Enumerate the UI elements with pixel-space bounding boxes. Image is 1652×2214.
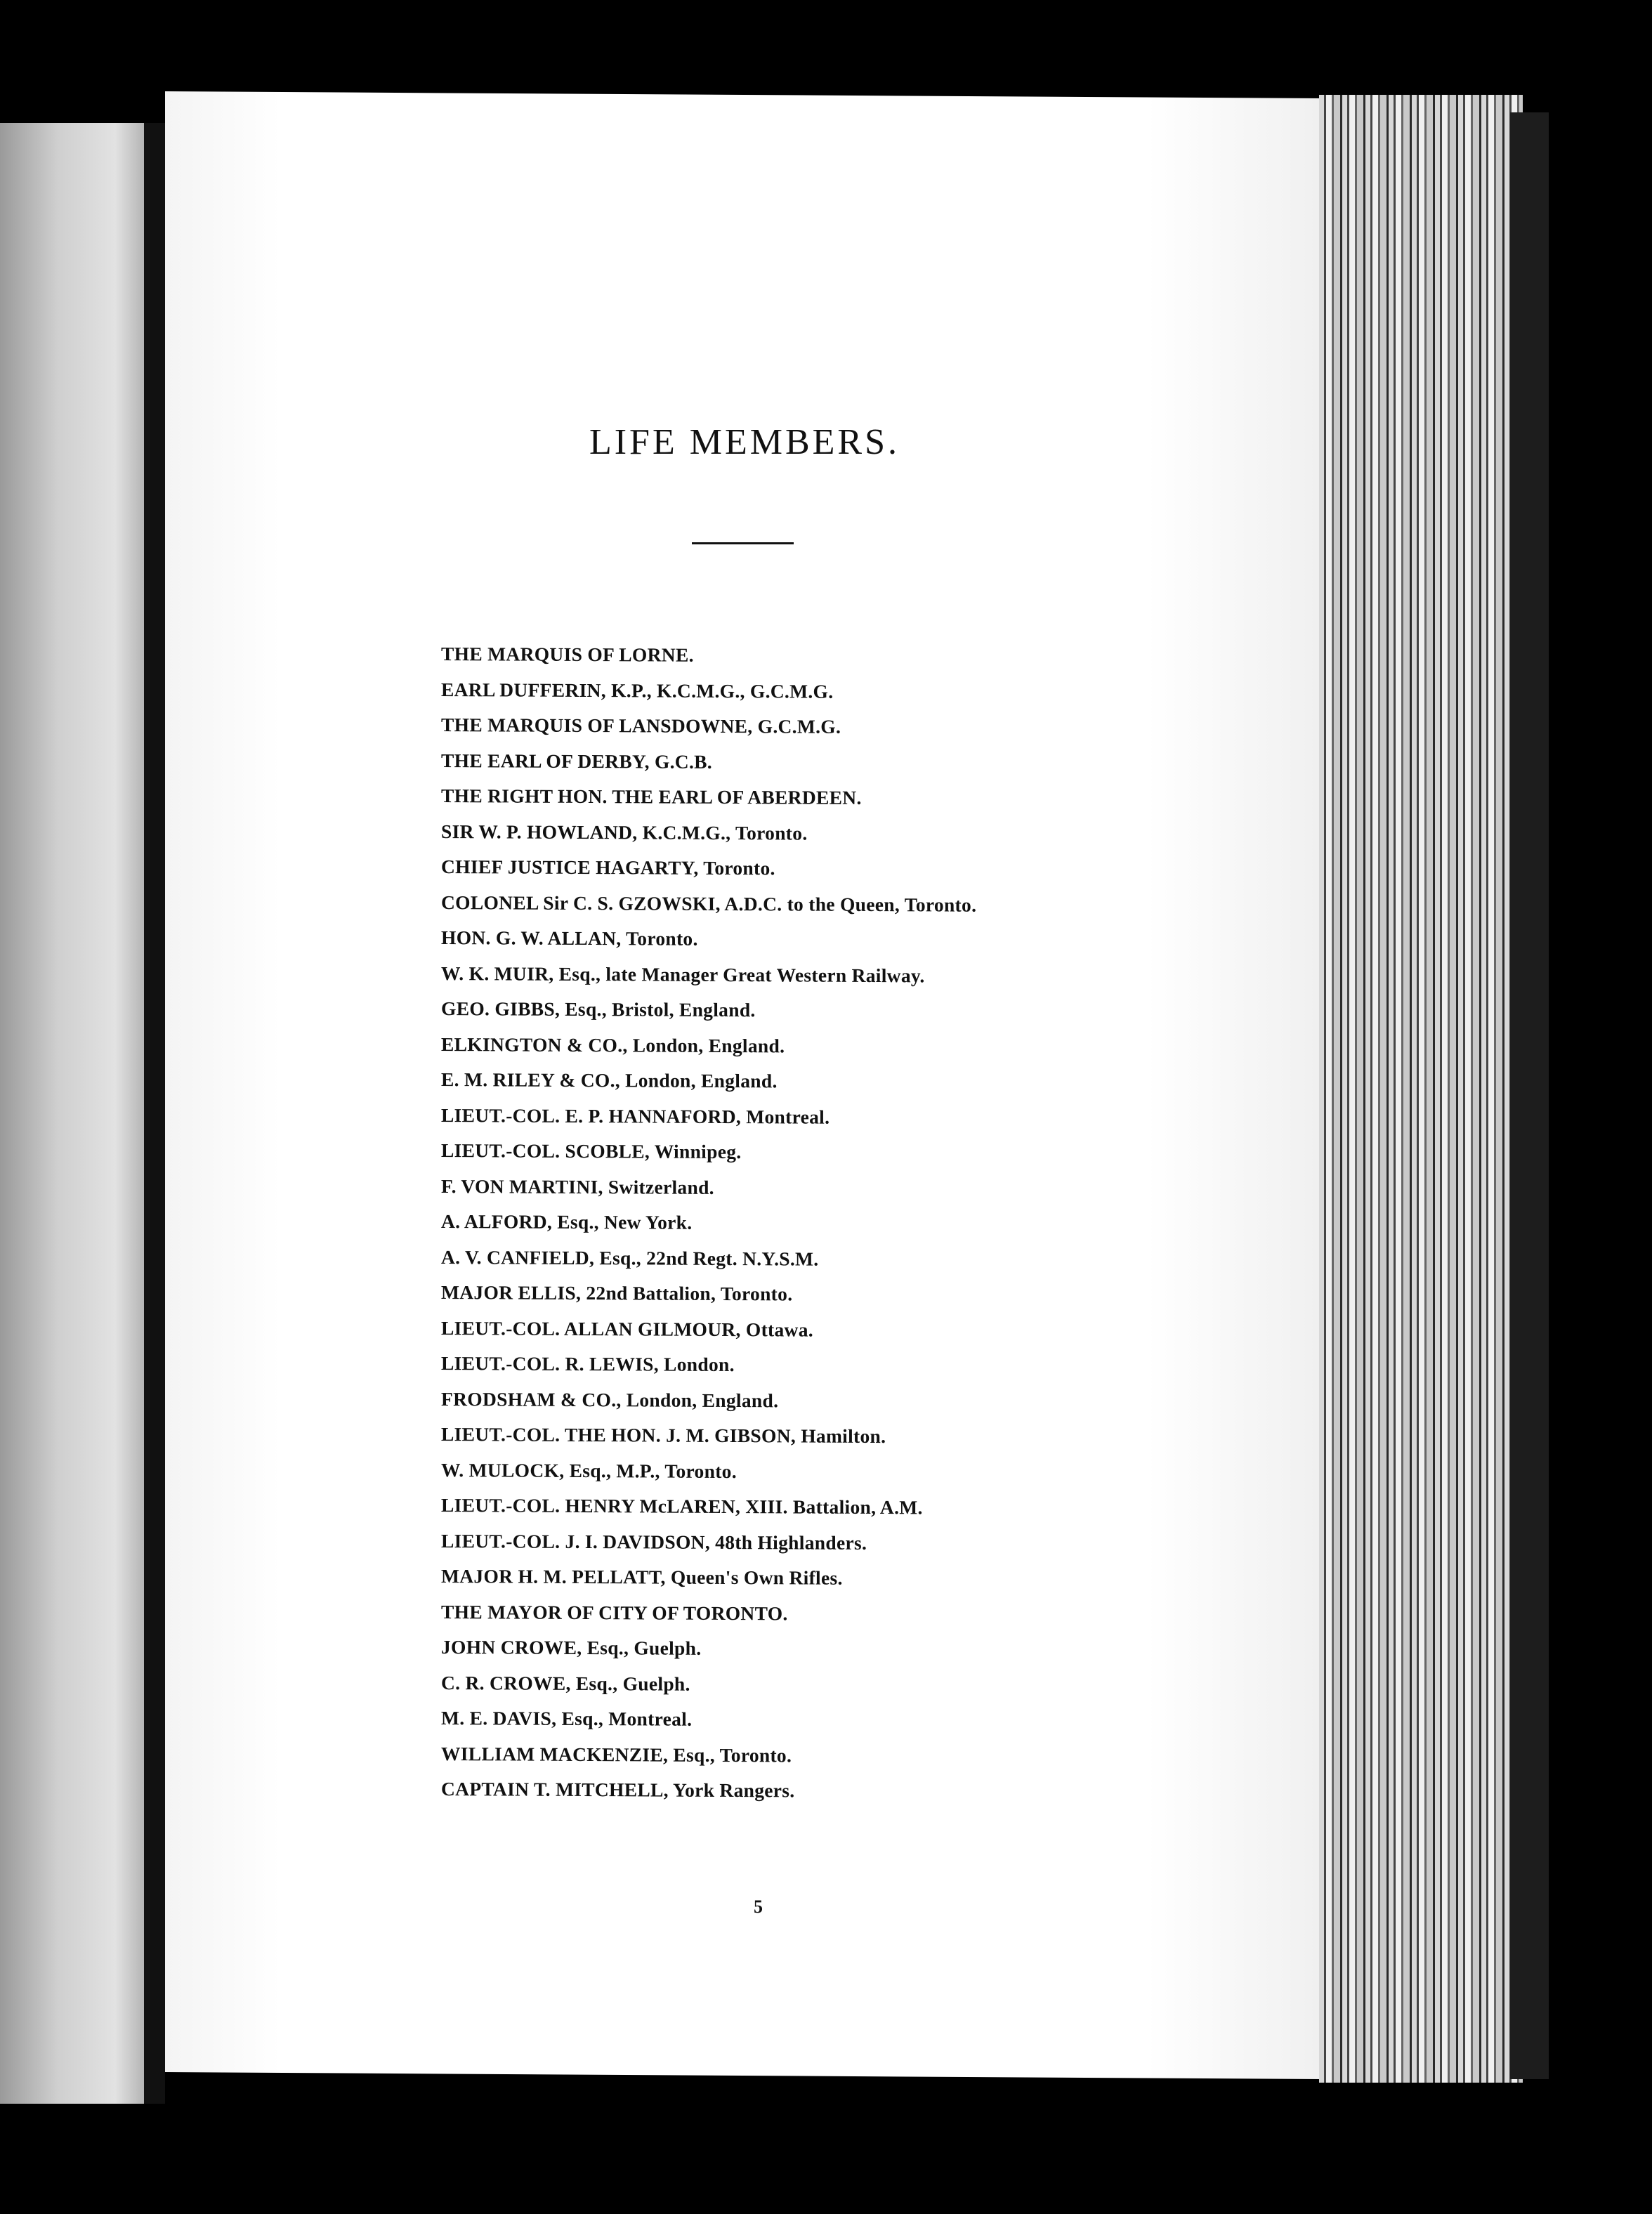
member-entry: A. V. CANFIELD, Esq., 22nd Regt. N.Y.S.M. [441, 1245, 819, 1270]
page-edges [1319, 95, 1523, 2083]
members-list [441, 636, 976, 1809]
member-entry: M. E. DAVIS, Esq., Montreal. [441, 1707, 693, 1730]
member-entry: EARL DUFFERIN, K.P., K.C.M.G., G.C.M.G. [441, 678, 834, 702]
member-entry: LIEUT.-COL. R. LEWIS, London. [441, 1352, 735, 1376]
member-entry: LIEUT.-COL. ALLAN GILMOUR, Ottawa. [441, 1316, 813, 1341]
member-entry: SIR W. P. HOWLAND, K.C.M.G., Toronto. [441, 820, 808, 844]
title-rule [692, 542, 794, 544]
member-entry: A. ALFORD, Esq., New York. [441, 1210, 693, 1233]
member-entry: COLONEL Sir C. S. GZOWSKI, A.D.C. to the Queen, Toronto. [441, 891, 977, 916]
member-entry: THE RIGHT HON. THE EARL OF ABERDEEN. [441, 785, 862, 808]
member-entry: JOHN CROWE, Esq., Guelph. [441, 1636, 702, 1659]
page-title: LIFE MEMBERS. [589, 421, 900, 462]
member-entry: THE EARL OF DERBY, G.C.B. [441, 749, 712, 773]
cover-edge [1510, 112, 1549, 2079]
member-entry: LIEUT.-COL. SCOBLE, Winnipeg. [441, 1139, 742, 1163]
member-entry: GEO. GIBBS, Esq., Bristol, England. [441, 997, 756, 1021]
member-entry: MAJOR ELLIS, 22nd Battalion, Toronto. [441, 1281, 793, 1305]
facing-page [0, 123, 144, 2104]
member-entry: W. K. MUIR, Esq., late Manager Great Western Railway. [441, 962, 925, 986]
member-entry: THE MAYOR OF CITY OF TORONTO. [441, 1600, 788, 1624]
book-gutter [144, 123, 165, 2104]
member-entry: W. MULOCK, Esq., M.P., Toronto. [441, 1458, 737, 1482]
member-entry: F. VON MARTINI, Switzerland. [441, 1174, 714, 1198]
member-entry: CHIEF JUSTICE HAGARTY, Toronto. [441, 856, 775, 879]
member-entry: CAPTAIN T. MITCHELL, York Rangers. [441, 1778, 795, 1802]
member-entry: FRODSHAM & CO., London, England. [441, 1387, 779, 1411]
member-entry: THE MARQUIS OF LANSDOWNE, G.C.M.G. [441, 714, 841, 738]
member-entry: MAJOR H. M. PELLATT, Queen's Own Rifles. [441, 1565, 843, 1589]
page-number: 5 [754, 1897, 763, 1917]
member-entry: E. M. RILEY & CO., London, England. [441, 1068, 778, 1092]
member-entry: HON. G. W. ALLAN, Toronto. [441, 926, 698, 950]
member-entry: WILLIAM MACKENZIE, Esq., Toronto. [441, 1742, 792, 1766]
member-entry: LIEUT.-COL. THE HON. J. M. GIBSON, Hamilton. [441, 1423, 886, 1448]
member-entry: LIEUT.-COL. E. P. HANNAFORD, Montreal. [441, 1103, 830, 1128]
member-entry: LIEUT.-COL. HENRY McLAREN, XIII. Battalion, A.M. [441, 1494, 923, 1519]
member-entry: C. R. CROWE, Esq., Guelph. [441, 1671, 690, 1695]
member-entry: THE MARQUIS OF LORNE. [441, 643, 694, 666]
member-entry: LIEUT.-COL. J. I. DAVIDSON, 48th Highlanders. [441, 1529, 867, 1554]
member-entry: ELKINGTON & CO., London, England. [441, 1033, 785, 1056]
